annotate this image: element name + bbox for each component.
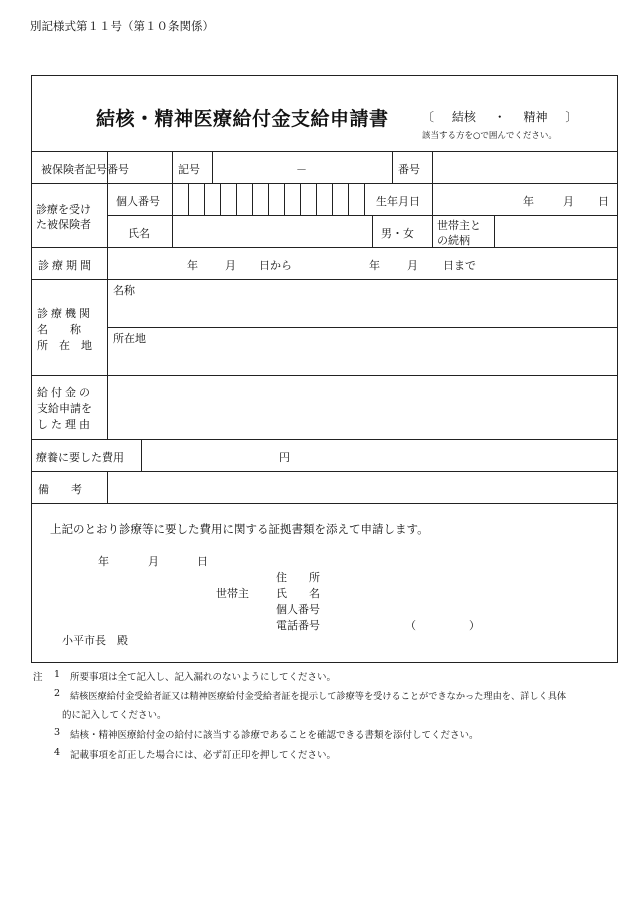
- note-4: 記載事項を訂正した場合には、必ず訂正印を押してください。: [70, 750, 337, 761]
- note-2a: 結核医療給付金受給者証又は精神医療給付金受給者証を提示して診療等を受けることができなかった理由を、詳しく具体: [70, 691, 567, 702]
- period-label: 診療期間: [38, 259, 94, 272]
- column-divider: [372, 215, 373, 247]
- digit-box-divider: [364, 183, 365, 215]
- column-divider: [432, 215, 433, 247]
- birth-day-label: 日: [598, 195, 609, 208]
- digit-box-divider: [284, 183, 285, 215]
- type-options: [422, 108, 591, 125]
- declaration-statement: 上記のとおり診療等に要した費用に関する証拠書類を添えて申請します。: [50, 522, 429, 536]
- digit-box-divider: [188, 183, 189, 215]
- column-divider: [392, 151, 393, 183]
- household-head-label: 世帯主: [216, 587, 249, 600]
- insured-number-label: 被保険者記号番号: [41, 163, 129, 176]
- circle-instruction: 該当する方を○で囲んでください。: [422, 131, 557, 141]
- option-tuberculosis[interactable]: 結核: [451, 110, 476, 124]
- row-divider: [31, 375, 618, 376]
- phone-label: 電話番号: [276, 619, 320, 632]
- bracket-close: 〕: [565, 110, 578, 124]
- row-divider: [31, 439, 618, 440]
- row-divider: [107, 327, 618, 328]
- note-1: 所要事項は全て記入し、記入漏れのないようにしてください。: [70, 672, 337, 683]
- column-divider: [172, 151, 173, 247]
- digit-box-divider: [236, 183, 237, 215]
- digit-box-divider: [268, 183, 269, 215]
- address-label: 住 所: [276, 571, 320, 584]
- row-divider: [31, 503, 618, 504]
- option-separator: ・: [493, 110, 506, 124]
- column-divider: [107, 279, 108, 439]
- digit-box-divider: [300, 183, 301, 215]
- name-label: 氏名: [128, 227, 150, 240]
- decl-month: 月: [148, 555, 159, 568]
- relation-label-line1: 世帯主と: [437, 219, 481, 232]
- birthdate-label: 生年月日: [376, 195, 420, 208]
- digit-box-divider: [204, 183, 205, 215]
- period-year-from: 年: [187, 259, 198, 272]
- reason-label-line2: 支給申請を: [37, 402, 92, 415]
- option-mental[interactable]: 精神: [523, 110, 548, 124]
- row-divider: [31, 247, 618, 248]
- notes-prefix: 注: [33, 672, 43, 683]
- row-divider: [31, 471, 618, 472]
- reason-label-line3: した理由: [37, 418, 93, 431]
- note-3-number: 3: [54, 727, 61, 738]
- note-3: 結核・精神医療給付金の給付に該当する診療であることを確認できる書類を添付してください。: [70, 730, 479, 741]
- number-label: 番号: [398, 163, 420, 176]
- phone-paren-open: （: [405, 619, 416, 632]
- institution-name-label: 名称: [113, 284, 135, 297]
- digit-box-divider: [332, 183, 333, 215]
- note-2b: 的に記入してください。: [62, 710, 167, 721]
- decl-day: 日: [197, 555, 208, 568]
- applicant-name-label: 氏 名: [276, 587, 320, 600]
- sex-options[interactable]: 男・女: [381, 227, 414, 240]
- note-2-number: 2: [54, 688, 61, 699]
- period-from-label: 日から: [259, 259, 292, 272]
- digit-box-divider: [252, 183, 253, 215]
- row-divider: [31, 151, 618, 152]
- institution-label-line2: 名 称: [37, 323, 81, 336]
- digit-box-divider: [316, 183, 317, 215]
- column-divider: [141, 439, 142, 471]
- reason-label-line1: 給付金の: [37, 386, 93, 399]
- bracket-open: 〔: [422, 110, 435, 124]
- column-divider: [107, 471, 108, 503]
- addressee: 小平市長 殿: [62, 634, 128, 647]
- period-month-from: 月: [225, 259, 236, 272]
- cost-label: 療養に要した費用: [36, 451, 124, 464]
- applicant-personal-number-label: 個人番号: [276, 603, 320, 616]
- row-divider: [31, 183, 618, 184]
- row-divider: [107, 215, 618, 216]
- note-1-number: 1: [54, 669, 61, 680]
- period-to-label: 日まで: [443, 259, 476, 272]
- decl-year: 年: [98, 555, 109, 568]
- symbol-label: 記号: [178, 163, 200, 176]
- institution-label-line1: 診療機関: [37, 307, 93, 320]
- period-month-to: 月: [407, 259, 418, 272]
- patient-label-line2: た被保険者: [36, 218, 91, 231]
- birth-month-label: 月: [563, 195, 574, 208]
- relation-label-line2: の続柄: [437, 234, 470, 247]
- column-divider: [494, 215, 495, 247]
- patient-label-line1: 診療を受け: [36, 203, 91, 216]
- column-divider: [432, 183, 433, 215]
- birth-year-label: 年: [523, 195, 534, 208]
- remarks-label: 備 考: [38, 483, 82, 496]
- digit-box-divider: [348, 183, 349, 215]
- note-4-number: 4: [54, 747, 61, 758]
- row-divider: [31, 279, 618, 280]
- institution-label-line3: 所 在 地: [37, 339, 92, 352]
- yen-unit: 円: [279, 451, 290, 464]
- symbol-number-dash: －: [296, 163, 307, 176]
- period-year-to: 年: [369, 259, 380, 272]
- phone-paren-close: ）: [469, 619, 480, 632]
- column-divider: [432, 151, 433, 183]
- personal-number-label: 個人番号: [116, 195, 160, 208]
- form-number: 別記様式第１１号（第１０条関係）: [30, 19, 214, 33]
- column-divider: [212, 151, 213, 183]
- digit-box-divider: [220, 183, 221, 215]
- form-title: 結核・精神医療給付金支給申請書: [96, 108, 389, 130]
- institution-address-label: 所在地: [113, 332, 146, 345]
